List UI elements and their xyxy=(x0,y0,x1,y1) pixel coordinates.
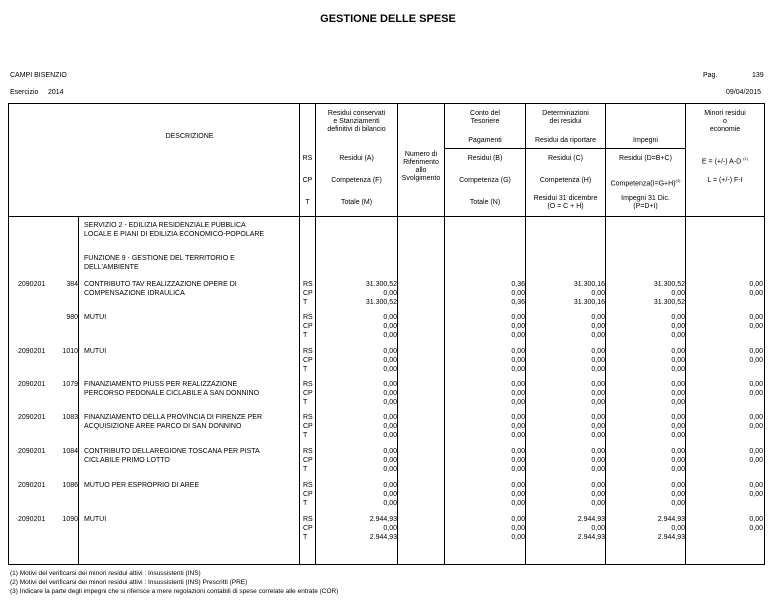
value-n: 0,00 xyxy=(511,348,525,355)
servizio-heading: SERVIZIO 2 - EDILIZIA RESIDENZIALE PUBBLICA LOCALE E PIANI DI EDILIZIA ECONOMICO-POPOLARE xyxy=(84,222,265,238)
value-p: 0,00 xyxy=(671,290,685,297)
value-o: 0,00 xyxy=(591,482,605,489)
row-type-label: CP xyxy=(303,357,313,364)
row-code: 2090201 xyxy=(18,482,46,489)
value-p: 0,00 xyxy=(671,500,685,507)
value-o: 0,00 xyxy=(591,357,605,364)
value-o: 0,00 xyxy=(591,457,605,464)
row-number: 1079 xyxy=(62,381,78,388)
value-n: 0,00 xyxy=(511,466,525,473)
value-p: 0,00 xyxy=(671,466,685,473)
value-o: 0,00 xyxy=(591,423,605,430)
row-type-label: T xyxy=(303,299,308,306)
page-label: Pag. xyxy=(703,72,718,79)
value-p: 0,00 xyxy=(671,332,685,339)
document-title: GESTIONE DELLE SPESE xyxy=(320,13,456,25)
value-o: 31.300,16 xyxy=(573,281,605,288)
value-n: 0,00 xyxy=(511,366,525,373)
footnote-1: (1) Motivi del verificarsi dei minori residui attivi : Insussistenti (INS) xyxy=(10,570,201,577)
value-o: 0,00 xyxy=(591,314,605,321)
row-type-label: T xyxy=(303,432,308,439)
row-number: 1086 xyxy=(62,482,78,489)
value-p: 0,00 xyxy=(671,525,685,532)
value-el: 0,00 xyxy=(749,414,763,421)
value-p: 0,00 xyxy=(671,399,685,406)
value-m: 0,00 xyxy=(383,423,397,430)
row-type-label: RS xyxy=(303,516,313,523)
value-n: 0,00 xyxy=(511,357,525,364)
header-numero-riferimento: Numero di Riferimento allo Svolgimento xyxy=(401,151,441,182)
row-description: CONTRIBUTO DELLAREGIONE TOSCANA PER PISTA CICLABILE PRIMO LOTTO xyxy=(84,448,260,464)
value-o: 2.944,93 xyxy=(577,534,605,541)
value-p: 31.300,52 xyxy=(653,299,685,306)
value-p: 0,00 xyxy=(671,491,685,498)
value-o: 0,00 xyxy=(591,290,605,297)
value-el: 0,00 xyxy=(749,323,763,330)
value-n: 0,00 xyxy=(511,414,525,421)
value-el: 0,00 xyxy=(749,525,763,532)
value-o: 0,00 xyxy=(591,366,605,373)
divider xyxy=(444,148,685,149)
value-n: 0,00 xyxy=(511,448,525,455)
value-m: 31.300,52 xyxy=(365,281,397,288)
value-n: 0,00 xyxy=(511,423,525,430)
row-description: MUTUO PER ESPROPRIO DI AREE xyxy=(84,482,200,489)
value-el: 0,00 xyxy=(749,381,763,388)
row-type-label: CP xyxy=(303,290,313,297)
value-m: 0,00 xyxy=(383,314,397,321)
value-m: 0,00 xyxy=(383,381,397,388)
header-cp: CP xyxy=(302,177,313,184)
value-el: 0,00 xyxy=(749,348,763,355)
row-description: CONTRIBUTO TAV REALIZZAZIONE OPERE DI COMPENSAZIONE IDRAULICA xyxy=(84,281,237,297)
row-type-label: RS xyxy=(303,348,313,355)
row-number: 1090 xyxy=(62,516,78,523)
value-o: 0,00 xyxy=(591,323,605,330)
row-type-label: CP xyxy=(303,525,313,532)
row-type-label: T xyxy=(303,466,308,473)
row-description: MUTUI xyxy=(84,516,107,523)
header-l-formula: L = (+/-) F-I xyxy=(707,177,743,184)
value-o: 31.300,16 xyxy=(573,299,605,306)
value-m: 2.944,93 xyxy=(369,534,397,541)
value-n: 0,00 xyxy=(511,390,525,397)
value-el: 0,00 xyxy=(749,491,763,498)
value-n: 0,00 xyxy=(511,399,525,406)
row-description: MUTUI xyxy=(84,314,107,321)
value-el: 0,00 xyxy=(749,314,763,321)
row-type-label: RS xyxy=(303,314,313,321)
value-n: 0,00 xyxy=(511,314,525,321)
header-rs: RS xyxy=(302,155,313,162)
value-o: 0,00 xyxy=(591,448,605,455)
header-e-formula xyxy=(686,155,764,166)
header-competenza-g: Competenza (G) xyxy=(459,177,511,184)
row-number: 980 xyxy=(66,314,78,321)
value-p: 0,00 xyxy=(671,366,685,373)
entity-name: CAMPI BISENZIO xyxy=(10,72,67,79)
row-number: 1083 xyxy=(62,414,78,421)
value-el: 0,00 xyxy=(749,516,763,523)
value-n: 0,00 xyxy=(511,491,525,498)
row-code: 2090201 xyxy=(18,448,46,455)
value-el: 0,00 xyxy=(749,448,763,455)
value-p: 0,00 xyxy=(671,423,685,430)
value-n: 0,00 xyxy=(511,525,525,532)
i-note: (3) xyxy=(675,178,681,183)
value-m: 0,00 xyxy=(383,390,397,397)
value-p: 31.300,52 xyxy=(653,281,685,288)
header-determinazioni: Determinazioni dei residui xyxy=(542,110,589,125)
value-m: 31.300,52 xyxy=(365,299,397,306)
row-description: FINANZIAMENTO PIUSS PER REALIZZAZIONE PERCORSO PEDONALE CICLABILE A SAN DONNINO xyxy=(84,381,260,397)
row-code: 2090201 xyxy=(18,381,46,388)
row-type-label: RS xyxy=(303,281,313,288)
header-residui-31: Residui 31 dicembre (O = C + H) xyxy=(533,195,598,210)
value-n: 0,00 xyxy=(511,381,525,388)
value-m: 2.944,93 xyxy=(369,516,397,523)
value-o: 2.944,93 xyxy=(577,516,605,523)
header-totale-n: Totale (N) xyxy=(469,199,501,206)
row-code: 2090201 xyxy=(18,348,46,355)
value-m: 0,00 xyxy=(383,366,397,373)
value-p: 0,00 xyxy=(671,414,685,421)
header-descrizione: DESCRIZIONE xyxy=(165,133,214,140)
header-conto-tesoriere: Conto del Tesoriere xyxy=(470,110,500,125)
value-p: 2.944,93 xyxy=(657,516,685,523)
value-m: 0,00 xyxy=(383,525,397,532)
divider xyxy=(78,216,79,565)
value-p: 0,00 xyxy=(671,314,685,321)
divider xyxy=(8,216,765,217)
value-n: 0,00 xyxy=(511,516,525,523)
header-competenza-i xyxy=(606,177,685,188)
value-n: 0,00 xyxy=(511,500,525,507)
competenza-i-text: Competenza(I=G+H) xyxy=(610,180,676,188)
row-type-label: CP xyxy=(303,390,313,397)
value-n: 0,00 xyxy=(511,323,525,330)
row-type-label: RS xyxy=(303,482,313,489)
header-impegni-31: Impegni 31 Dic. (P=D+I) xyxy=(621,195,670,210)
value-p: 0,00 xyxy=(671,323,685,330)
value-n: 0,36 xyxy=(511,299,525,306)
row-type-label: CP xyxy=(303,423,313,430)
value-o: 0,00 xyxy=(591,525,605,532)
value-p: 0,00 xyxy=(671,381,685,388)
e-note: (1) xyxy=(743,156,749,161)
value-n: 0,00 xyxy=(511,482,525,489)
value-n: 0,00 xyxy=(511,332,525,339)
page-number: 139 xyxy=(752,72,764,79)
value-o: 0,00 xyxy=(591,381,605,388)
value-o: 0,00 xyxy=(591,399,605,406)
value-m: 0,00 xyxy=(383,457,397,464)
row-type-label: RS xyxy=(303,414,313,421)
value-m: 0,00 xyxy=(383,290,397,297)
value-m: 0,00 xyxy=(383,332,397,339)
footnote-2: (2) Motivi del verificarsi dei minori residui attivi : Insussistenti (INS) Prescritti (PRE) xyxy=(10,579,248,586)
value-o: 0,00 xyxy=(591,390,605,397)
value-m: 0,00 xyxy=(383,432,397,439)
row-description: FINANZIAMENTO DELLA PROVINCIA DI FIRENZE PER ACQUISIZIONE AREE PARCO DI SAN DONNINO xyxy=(84,414,263,430)
value-m: 0,00 xyxy=(383,399,397,406)
value-p: 0,00 xyxy=(671,348,685,355)
value-el: 0,00 xyxy=(749,423,763,430)
header-t: T xyxy=(305,199,310,206)
header-totale-m: Totale (M) xyxy=(340,199,373,206)
footnote-3: (3) Indicare la parte degli impegni che si riferisce a mere regolazioni contabili di spese correlate alle entrate (COR) xyxy=(10,588,339,595)
report-date: 09/04/2015 xyxy=(726,89,762,96)
row-code: 2090201 xyxy=(18,414,46,421)
header-residui-a: Residui (A) xyxy=(339,155,374,162)
value-o: 0,00 xyxy=(591,414,605,421)
exercise-label: Esercizio xyxy=(10,89,39,96)
value-m: 0,00 xyxy=(383,491,397,498)
header-pagamenti: Pagamenti xyxy=(468,137,502,144)
value-p: 0,00 xyxy=(671,457,685,464)
value-o: 0,00 xyxy=(591,332,605,339)
e-formula-text: E = (+/-) A-D xyxy=(701,158,742,166)
value-m: 0,00 xyxy=(383,357,397,364)
value-o: 0,00 xyxy=(591,466,605,473)
value-o: 0,00 xyxy=(591,432,605,439)
row-type-label: CP xyxy=(303,323,313,330)
row-code: 2090201 xyxy=(18,516,46,523)
header-residui-b: Residui (B) xyxy=(467,155,503,162)
value-p: 0,00 xyxy=(671,482,685,489)
value-m: 0,00 xyxy=(383,466,397,473)
header-competenza-f: Competenza (F) xyxy=(331,177,382,184)
value-o: 0,00 xyxy=(591,500,605,507)
value-m: 0,00 xyxy=(383,323,397,330)
divider xyxy=(299,103,300,565)
value-n: 0,00 xyxy=(511,290,525,297)
row-type-label: T xyxy=(303,500,308,507)
row-description: MUTUI xyxy=(84,348,107,355)
header-residui-c: Residui (C) xyxy=(547,155,583,162)
value-o: 0,00 xyxy=(591,491,605,498)
row-type-label: T xyxy=(303,366,308,373)
funzione-heading: FUNZIONE 9 - GESTIONE DEL TERRITORIO E DELL'AMBIENTE xyxy=(84,255,235,271)
row-type-label: T xyxy=(303,534,308,541)
header-residui-conservati: Residui conservati e Stanziamenti definitivi di bilancio xyxy=(327,110,386,133)
value-n: 0,36 xyxy=(511,281,525,288)
row-type-label: T xyxy=(303,332,308,339)
exercise-year: 2014 xyxy=(48,89,64,96)
value-m: 0,00 xyxy=(383,482,397,489)
row-number: 1010 xyxy=(62,348,78,355)
value-n: 0,00 xyxy=(511,432,525,439)
value-el: 0,00 xyxy=(749,281,763,288)
row-code: 2090201 xyxy=(18,281,46,288)
row-type-label: RS xyxy=(303,448,313,455)
value-p: 0,00 xyxy=(671,448,685,455)
header-impegni: Impegni xyxy=(633,137,658,144)
row-type-label: T xyxy=(303,399,308,406)
value-m: 0,00 xyxy=(383,500,397,507)
row-number: 384 xyxy=(66,281,78,288)
value-m: 0,00 xyxy=(383,348,397,355)
header-minori-residui: Minori residui o economie xyxy=(704,110,746,133)
header-residui-da-riportare: Residui da riportare xyxy=(534,137,597,144)
value-el: 0,00 xyxy=(749,290,763,297)
value-o: 0,00 xyxy=(591,348,605,355)
value-m: 0,00 xyxy=(383,414,397,421)
row-type-label: CP xyxy=(303,491,313,498)
value-el: 0,00 xyxy=(749,390,763,397)
row-type-label: RS xyxy=(303,381,313,388)
header-competenza-h: Competenza (H) xyxy=(539,177,592,184)
value-n: 0,00 xyxy=(511,457,525,464)
header-residui-d: Residui (D=B+C) xyxy=(619,155,672,162)
value-p: 0,00 xyxy=(671,390,685,397)
value-el: 0,00 xyxy=(749,357,763,364)
row-type-label: CP xyxy=(303,457,313,464)
value-el: 0,00 xyxy=(749,482,763,489)
value-el: 0,00 xyxy=(749,457,763,464)
value-p: 2.944,93 xyxy=(657,534,685,541)
value-p: 0,00 xyxy=(671,357,685,364)
value-n: 0,00 xyxy=(511,534,525,541)
value-p: 0,00 xyxy=(671,432,685,439)
value-m: 0,00 xyxy=(383,448,397,455)
row-number: 1084 xyxy=(62,448,78,455)
